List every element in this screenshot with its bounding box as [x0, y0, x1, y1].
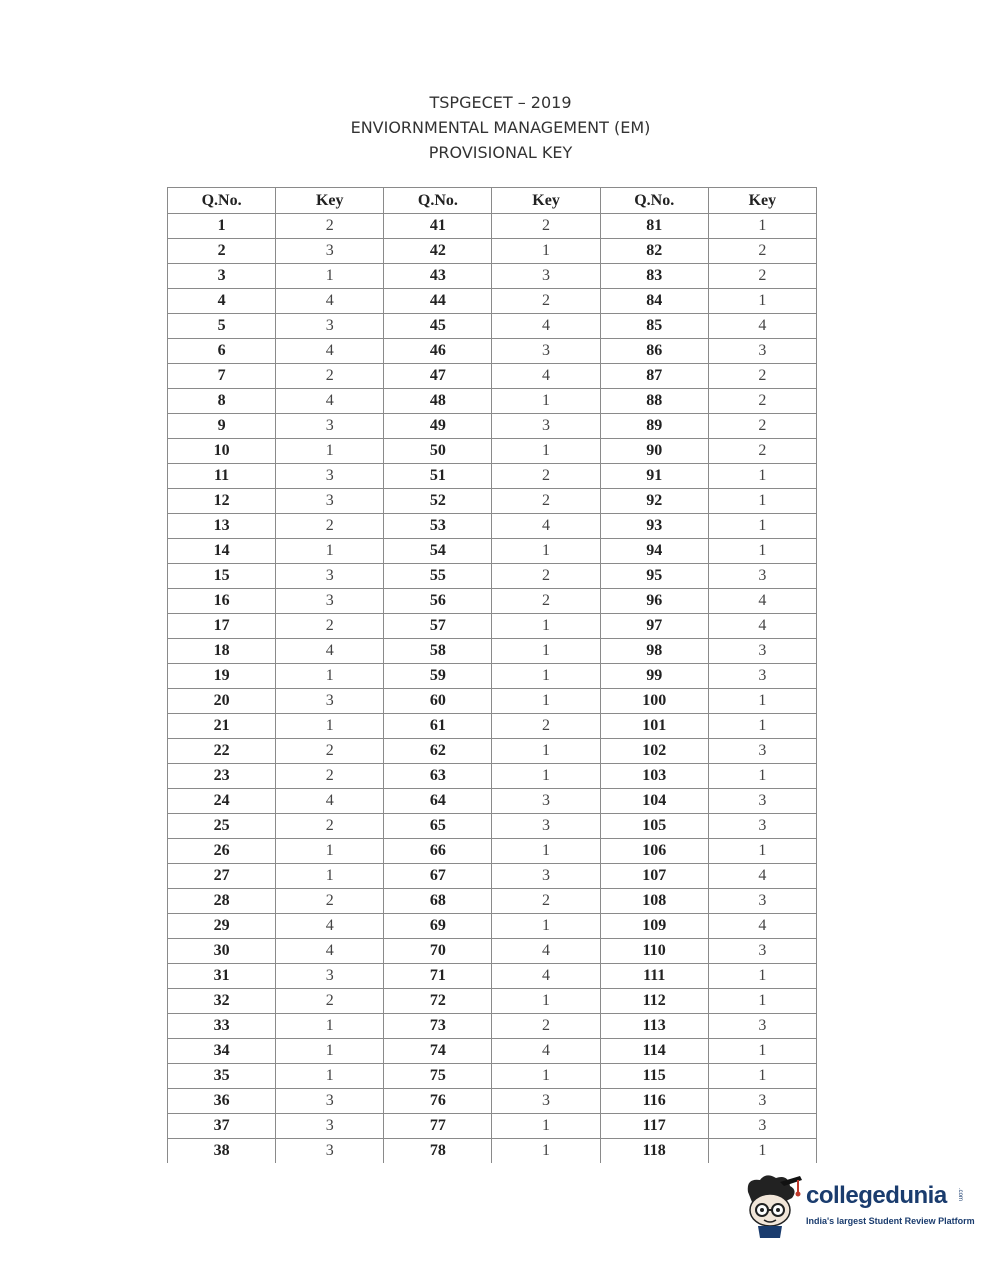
- answer-key-cell: 4: [276, 914, 384, 939]
- answer-key-cell: 3: [708, 1014, 816, 1039]
- question-number-cell: 87: [600, 364, 708, 389]
- question-number-cell: 24: [168, 789, 276, 814]
- answer-key-cell: 3: [276, 564, 384, 589]
- question-number-cell: 47: [384, 364, 492, 389]
- table-row: [168, 689, 817, 714]
- subject-title: ENVIORNMENTAL MANAGEMENT (EM): [350, 118, 651, 137]
- answer-key-cell: 3: [276, 964, 384, 989]
- answer-key-cell: 2: [492, 489, 600, 514]
- question-number-cell: 34: [168, 1039, 276, 1064]
- answer-key-cell: 1: [276, 1064, 384, 1089]
- column-header: Q.No.: [168, 188, 276, 214]
- answer-key-cell: 3: [276, 314, 384, 339]
- key-title: PROVISIONAL KEY: [428, 143, 573, 162]
- answer-key-cell: 1: [708, 764, 816, 789]
- question-number-cell: 101: [600, 714, 708, 739]
- question-number-cell: 1: [168, 214, 276, 239]
- question-number-cell: 117: [600, 1114, 708, 1139]
- question-number-cell: 14: [168, 539, 276, 564]
- question-number-cell: 68: [384, 889, 492, 914]
- answer-key-cell: 3: [276, 689, 384, 714]
- answer-key-cell: 3: [276, 589, 384, 614]
- answer-key-cell: 3: [492, 864, 600, 889]
- question-number-cell: 89: [600, 414, 708, 439]
- question-number-cell: 9: [168, 414, 276, 439]
- answer-key-cell: 1: [708, 989, 816, 1014]
- answer-key-cell: 1: [276, 439, 384, 464]
- question-number-cell: 90: [600, 439, 708, 464]
- answer-key-cell: 3: [276, 489, 384, 514]
- question-number-cell: 78: [384, 1139, 492, 1164]
- table-row: [168, 714, 817, 739]
- question-number-cell: 51: [384, 464, 492, 489]
- table-row: [168, 289, 817, 314]
- answer-key-table: [167, 187, 817, 1163]
- answer-key-cell: 4: [708, 614, 816, 639]
- question-number-cell: 17: [168, 614, 276, 639]
- answer-key-cell: 1: [708, 464, 816, 489]
- answer-key-cell: 2: [492, 289, 600, 314]
- answer-key-cell: 1: [492, 689, 600, 714]
- answer-key-cell: 2: [276, 889, 384, 914]
- answer-key-cell: 1: [492, 389, 600, 414]
- answer-key-cell: 1: [276, 539, 384, 564]
- answer-key-cell: 3: [492, 789, 600, 814]
- table-header-row: [168, 188, 817, 214]
- answer-key-cell: 1: [708, 1039, 816, 1064]
- collegedunia-logo: [740, 1172, 980, 1242]
- answer-key-cell: 3: [708, 339, 816, 364]
- answer-key-cell: 1: [708, 514, 816, 539]
- table-row: [168, 339, 817, 364]
- column-header: Q.No.: [600, 188, 708, 214]
- answer-key-cell: 3: [276, 1139, 384, 1164]
- table-row: [168, 314, 817, 339]
- answer-key-cell: 3: [492, 339, 600, 364]
- table-row: [168, 264, 817, 289]
- table-row: [168, 864, 817, 889]
- answer-key-cell: 1: [492, 914, 600, 939]
- answer-key-cell: 1: [492, 539, 600, 564]
- question-number-cell: 21: [168, 714, 276, 739]
- question-number-cell: 61: [384, 714, 492, 739]
- table-row: [168, 514, 817, 539]
- question-number-cell: 29: [168, 914, 276, 939]
- question-number-cell: 82: [600, 239, 708, 264]
- question-number-cell: 110: [600, 939, 708, 964]
- answer-key-cell: 1: [492, 239, 600, 264]
- question-number-cell: 81: [600, 214, 708, 239]
- question-number-cell: 12: [168, 489, 276, 514]
- question-number-cell: 73: [384, 1014, 492, 1039]
- table-row: [168, 539, 817, 564]
- column-header: Key: [276, 188, 384, 214]
- answer-key-cell: 3: [276, 1114, 384, 1139]
- question-number-cell: 98: [600, 639, 708, 664]
- answer-key-cell: 1: [492, 1064, 600, 1089]
- question-number-cell: 28: [168, 889, 276, 914]
- table-row: [168, 1089, 817, 1114]
- answer-key-cell: 4: [276, 789, 384, 814]
- answer-key-cell: 2: [492, 564, 600, 589]
- answer-key-cell: 1: [708, 489, 816, 514]
- answer-key-cell: 3: [708, 1089, 816, 1114]
- table-row: [168, 639, 817, 664]
- answer-key-cell: 2: [276, 364, 384, 389]
- question-number-cell: 46: [384, 339, 492, 364]
- table-row: [168, 814, 817, 839]
- answer-key-cell: 1: [492, 439, 600, 464]
- answer-key-cell: 3: [492, 814, 600, 839]
- answer-key-cell: 1: [708, 289, 816, 314]
- document-header: [0, 90, 1001, 165]
- question-number-cell: 103: [600, 764, 708, 789]
- table-row: [168, 839, 817, 864]
- question-number-cell: 92: [600, 489, 708, 514]
- table-body: [168, 214, 817, 1164]
- answer-key-cell: 1: [492, 1139, 600, 1164]
- answer-key-cell: 4: [276, 939, 384, 964]
- question-number-cell: 102: [600, 739, 708, 764]
- question-number-cell: 95: [600, 564, 708, 589]
- table-row: [168, 439, 817, 464]
- answer-key-cell: 3: [708, 564, 816, 589]
- question-number-cell: 96: [600, 589, 708, 614]
- answer-key-cell: 3: [492, 1089, 600, 1114]
- answer-key-cell: 2: [276, 739, 384, 764]
- answer-key-cell: 2: [492, 1014, 600, 1039]
- question-number-cell: 85: [600, 314, 708, 339]
- answer-key-cell: 4: [492, 939, 600, 964]
- question-number-cell: 56: [384, 589, 492, 614]
- question-number-cell: 69: [384, 914, 492, 939]
- question-number-cell: 118: [600, 1139, 708, 1164]
- table-row: [168, 464, 817, 489]
- answer-key-cell: 2: [492, 714, 600, 739]
- answer-key-cell: 4: [708, 914, 816, 939]
- question-number-cell: 30: [168, 939, 276, 964]
- mascot-icon: [740, 1172, 806, 1242]
- question-number-cell: 53: [384, 514, 492, 539]
- question-number-cell: 115: [600, 1064, 708, 1089]
- question-number-cell: 37: [168, 1114, 276, 1139]
- question-number-cell: 6: [168, 339, 276, 364]
- question-number-cell: 54: [384, 539, 492, 564]
- question-number-cell: 108: [600, 889, 708, 914]
- answer-key-cell: 3: [708, 739, 816, 764]
- answer-key-cell: 1: [276, 664, 384, 689]
- answer-key-cell: 2: [492, 464, 600, 489]
- table-row: [168, 1014, 817, 1039]
- answer-key-cell: 3: [708, 789, 816, 814]
- table-row: [168, 889, 817, 914]
- question-number-cell: 3: [168, 264, 276, 289]
- answer-key-cell: 2: [708, 389, 816, 414]
- table-row: [168, 614, 817, 639]
- answer-key-cell: 2: [276, 214, 384, 239]
- table-row: [168, 989, 817, 1014]
- table-row: [168, 914, 817, 939]
- question-number-cell: 106: [600, 839, 708, 864]
- answer-key-cell: 3: [492, 264, 600, 289]
- answer-key-cell: 3: [276, 1089, 384, 1114]
- answer-key-cell: 3: [708, 889, 816, 914]
- answer-key-cell: 1: [276, 264, 384, 289]
- table-row: [168, 564, 817, 589]
- question-number-cell: 66: [384, 839, 492, 864]
- answer-key-cell: 3: [708, 939, 816, 964]
- question-number-cell: 26: [168, 839, 276, 864]
- question-number-cell: 5: [168, 314, 276, 339]
- answer-key-cell: 2: [708, 239, 816, 264]
- answer-key-cell: 4: [492, 314, 600, 339]
- table-row: [168, 239, 817, 264]
- answer-key-cell: 2: [708, 439, 816, 464]
- answer-key-cell: 4: [276, 289, 384, 314]
- question-number-cell: 4: [168, 289, 276, 314]
- question-number-cell: 94: [600, 539, 708, 564]
- question-number-cell: 116: [600, 1089, 708, 1114]
- answer-key-cell: 1: [708, 964, 816, 989]
- answer-key-cell: 4: [276, 339, 384, 364]
- question-number-cell: 45: [384, 314, 492, 339]
- answer-key-cell: 1: [708, 1139, 816, 1164]
- question-number-cell: 107: [600, 864, 708, 889]
- question-number-cell: 18: [168, 639, 276, 664]
- column-header: Key: [708, 188, 816, 214]
- question-number-cell: 70: [384, 939, 492, 964]
- answer-key-cell: 4: [708, 589, 816, 614]
- column-header: Key: [492, 188, 600, 214]
- question-number-cell: 20: [168, 689, 276, 714]
- answer-key-cell: 2: [492, 214, 600, 239]
- column-header: Q.No.: [384, 188, 492, 214]
- question-number-cell: 48: [384, 389, 492, 414]
- question-number-cell: 27: [168, 864, 276, 889]
- question-number-cell: 13: [168, 514, 276, 539]
- question-number-cell: 77: [384, 1114, 492, 1139]
- question-number-cell: 57: [384, 614, 492, 639]
- question-number-cell: 91: [600, 464, 708, 489]
- question-number-cell: 49: [384, 414, 492, 439]
- table-row: [168, 1114, 817, 1139]
- question-number-cell: 42: [384, 239, 492, 264]
- answer-key-cell: 2: [276, 514, 384, 539]
- logo-tagline: India's largest Student Review Platform: [806, 1216, 975, 1226]
- answer-key-cell: 1: [276, 1014, 384, 1039]
- question-number-cell: 71: [384, 964, 492, 989]
- table-row: [168, 364, 817, 389]
- question-number-cell: 11: [168, 464, 276, 489]
- answer-key-cell: 1: [708, 539, 816, 564]
- question-number-cell: 22: [168, 739, 276, 764]
- question-number-cell: 36: [168, 1089, 276, 1114]
- question-number-cell: 35: [168, 1064, 276, 1089]
- question-number-cell: 65: [384, 814, 492, 839]
- answer-key-cell: 1: [708, 839, 816, 864]
- answer-key-cell: 1: [492, 614, 600, 639]
- answer-key-cell: 1: [708, 689, 816, 714]
- answer-key-cell: 3: [492, 414, 600, 439]
- answer-key-cell: 1: [492, 664, 600, 689]
- answer-key-cell: 2: [708, 364, 816, 389]
- question-number-cell: 52: [384, 489, 492, 514]
- question-number-cell: 76: [384, 1089, 492, 1114]
- answer-key-cell: 1: [708, 714, 816, 739]
- question-number-cell: 88: [600, 389, 708, 414]
- table-row: [168, 739, 817, 764]
- answer-key-cell: 3: [276, 464, 384, 489]
- question-number-cell: 86: [600, 339, 708, 364]
- question-number-cell: 109: [600, 914, 708, 939]
- question-number-cell: 2: [168, 239, 276, 264]
- table-row: [168, 939, 817, 964]
- answer-key-cell: 4: [708, 314, 816, 339]
- question-number-cell: 8: [168, 389, 276, 414]
- answer-key-cell: 1: [492, 1114, 600, 1139]
- answer-key-cell: 4: [708, 864, 816, 889]
- table-row: [168, 1139, 817, 1164]
- table-row: [168, 664, 817, 689]
- question-number-cell: 114: [600, 1039, 708, 1064]
- question-number-cell: 38: [168, 1139, 276, 1164]
- answer-key-cell: 2: [492, 889, 600, 914]
- question-number-cell: 10: [168, 439, 276, 464]
- question-number-cell: 44: [384, 289, 492, 314]
- question-number-cell: 7: [168, 364, 276, 389]
- question-number-cell: 31: [168, 964, 276, 989]
- question-number-cell: 16: [168, 589, 276, 614]
- logo-wordmark: collegedunia: [806, 1182, 947, 1209]
- question-number-cell: 33: [168, 1014, 276, 1039]
- question-number-cell: 60: [384, 689, 492, 714]
- answer-key-cell: 3: [276, 414, 384, 439]
- question-number-cell: 62: [384, 739, 492, 764]
- answer-key-cell: 2: [276, 814, 384, 839]
- answer-key-cell: 4: [276, 639, 384, 664]
- question-number-cell: 84: [600, 289, 708, 314]
- question-number-cell: 32: [168, 989, 276, 1014]
- table-row: [168, 1064, 817, 1089]
- question-number-cell: 112: [600, 989, 708, 1014]
- question-number-cell: 72: [384, 989, 492, 1014]
- table-row: [168, 964, 817, 989]
- answer-key-cell: 4: [492, 964, 600, 989]
- answer-key-cell: 2: [276, 764, 384, 789]
- question-number-cell: 63: [384, 764, 492, 789]
- question-number-cell: 75: [384, 1064, 492, 1089]
- table-row: [168, 489, 817, 514]
- question-number-cell: 64: [384, 789, 492, 814]
- question-number-cell: 43: [384, 264, 492, 289]
- answer-key-cell: 1: [492, 639, 600, 664]
- question-number-cell: 104: [600, 789, 708, 814]
- question-number-cell: 41: [384, 214, 492, 239]
- answer-key-cell: 3: [708, 814, 816, 839]
- answer-key-cell: 2: [492, 589, 600, 614]
- question-number-cell: 83: [600, 264, 708, 289]
- answer-key-cell: 4: [492, 364, 600, 389]
- question-number-cell: 93: [600, 514, 708, 539]
- question-number-cell: 59: [384, 664, 492, 689]
- question-number-cell: 19: [168, 664, 276, 689]
- table-row: [168, 1039, 817, 1064]
- question-number-cell: 15: [168, 564, 276, 589]
- answer-key-cell: 1: [276, 839, 384, 864]
- question-number-cell: 99: [600, 664, 708, 689]
- table-row: [168, 589, 817, 614]
- question-number-cell: 55: [384, 564, 492, 589]
- question-number-cell: 113: [600, 1014, 708, 1039]
- answer-key-cell: 3: [708, 1114, 816, 1139]
- question-number-cell: 97: [600, 614, 708, 639]
- question-number-cell: 111: [600, 964, 708, 989]
- question-number-cell: 23: [168, 764, 276, 789]
- table-row: [168, 389, 817, 414]
- answer-key-cell: 1: [276, 714, 384, 739]
- table-row: [168, 789, 817, 814]
- question-number-cell: 50: [384, 439, 492, 464]
- table-row: [168, 214, 817, 239]
- question-number-cell: 105: [600, 814, 708, 839]
- answer-key-cell: 1: [492, 839, 600, 864]
- question-number-cell: 58: [384, 639, 492, 664]
- answer-key-cell: 1: [492, 764, 600, 789]
- answer-key-cell: 1: [708, 1064, 816, 1089]
- question-number-cell: 100: [600, 689, 708, 714]
- answer-key-cell: 2: [276, 614, 384, 639]
- table-row: [168, 414, 817, 439]
- answer-key-cell: 2: [708, 414, 816, 439]
- answer-key-cell: 3: [708, 639, 816, 664]
- exam-title: TSPGECET – 2019: [429, 93, 572, 112]
- answer-key-cell: 1: [276, 1039, 384, 1064]
- answer-key-cell: 4: [492, 1039, 600, 1064]
- answer-key-cell: 2: [276, 989, 384, 1014]
- answer-key-cell: 4: [492, 514, 600, 539]
- question-number-cell: 67: [384, 864, 492, 889]
- answer-key-cell: 1: [492, 989, 600, 1014]
- answer-key-cell: 1: [276, 864, 384, 889]
- answer-key-cell: 4: [276, 389, 384, 414]
- answer-key-cell: 2: [708, 264, 816, 289]
- answer-key-cell: 3: [276, 239, 384, 264]
- answer-key-cell: 1: [492, 739, 600, 764]
- answer-key-cell: 3: [708, 664, 816, 689]
- question-number-cell: 74: [384, 1039, 492, 1064]
- table-row: [168, 764, 817, 789]
- logo-domain-suffix: .com: [957, 1188, 963, 1202]
- answer-key-cell: 1: [708, 214, 816, 239]
- question-number-cell: 25: [168, 814, 276, 839]
